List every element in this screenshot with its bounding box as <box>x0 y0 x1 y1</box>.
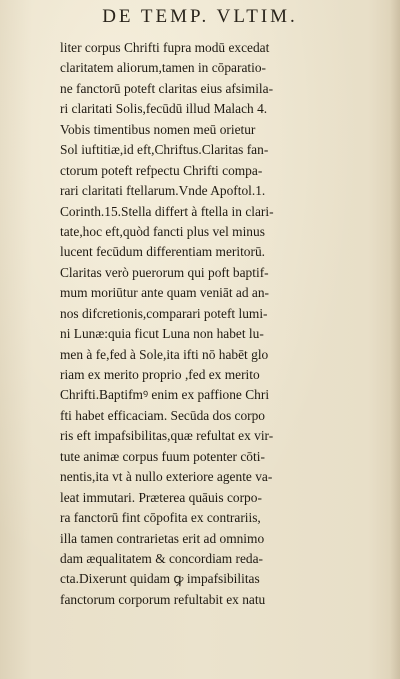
text-line: fti habet efficaciam. Secūda dos corpo <box>60 407 265 423</box>
text-line: ris eft impafsibilitas,quæ refultat ex vir- <box>60 428 274 444</box>
text-line: leat immutari. Præterea quāuis corpo- <box>60 489 262 505</box>
running-head: DE TEMP. VLTIM. <box>102 6 298 27</box>
text-line: ri claritati Solis,fecūdū illud Malach 4. <box>60 101 268 117</box>
text-line: rari claritati ftellarum.Vnde Apoftol.1. <box>60 183 266 199</box>
text-line: Claritas verò puerorum qui poft baptif- <box>60 264 269 280</box>
text-line: lucent fecūdum differentiam meritorū. <box>60 244 265 260</box>
text-line: Chrifti.Baptifmꝰ enim ex paffione Chri <box>60 387 270 403</box>
page-edge-shadow <box>390 0 400 679</box>
text-line: nentis,ita vt à nullo exteriore agente va- <box>60 469 273 485</box>
text-line: ne fanctorū poteft claritas eius afsimila- <box>60 80 274 96</box>
text-line: ctorum poteft refpectu Chrifti compa- <box>60 162 263 178</box>
text-line: dam æqualitatem & concordiam reda- <box>60 550 264 566</box>
text-line: nos difcretionis,comparari poteft lumi- <box>60 305 268 321</box>
text-line: tate,hoc eft,quòd fancti plus vel minus <box>60 223 265 239</box>
text-line: men à fe,fed à Sole,ita ifti nō habēt glo <box>60 346 269 362</box>
text-line: ra fanctorū fint cōpofita ex contrariis, <box>60 510 261 526</box>
text-line: liter corpus Chrifti fupra modū excedat <box>60 40 270 55</box>
text-line: ni Lunæ:quia ficut Luna non habet lu- <box>60 326 264 342</box>
text-line: cta.Dixerunt quidam ꝙ impafsibilitas <box>60 571 260 587</box>
text-line: tute animæ corpus fuum potenter cōti- <box>60 448 265 464</box>
text-line: Vobis timentibus nomen meū orietur <box>60 121 256 137</box>
body-text <box>60 38 388 610</box>
text-line: fanctorum corporum refultabit ex natu <box>60 591 266 607</box>
text-line: claritatem aliorum,tamen in cōparatio- <box>60 60 266 76</box>
text-line: mum moriūtur ante quam veniāt ad an- <box>60 285 269 301</box>
text-line: illa tamen contrarietas erit ad omnimo <box>60 530 265 546</box>
text-line: riam ex merito proprio ,fed ex merito <box>60 367 260 382</box>
text-line: Sol iuftitiæ,id eft,Chriftus.Claritas fan- <box>60 142 269 158</box>
text-line: Corinth.15.Stella differt à ftella in clari- <box>60 203 274 219</box>
